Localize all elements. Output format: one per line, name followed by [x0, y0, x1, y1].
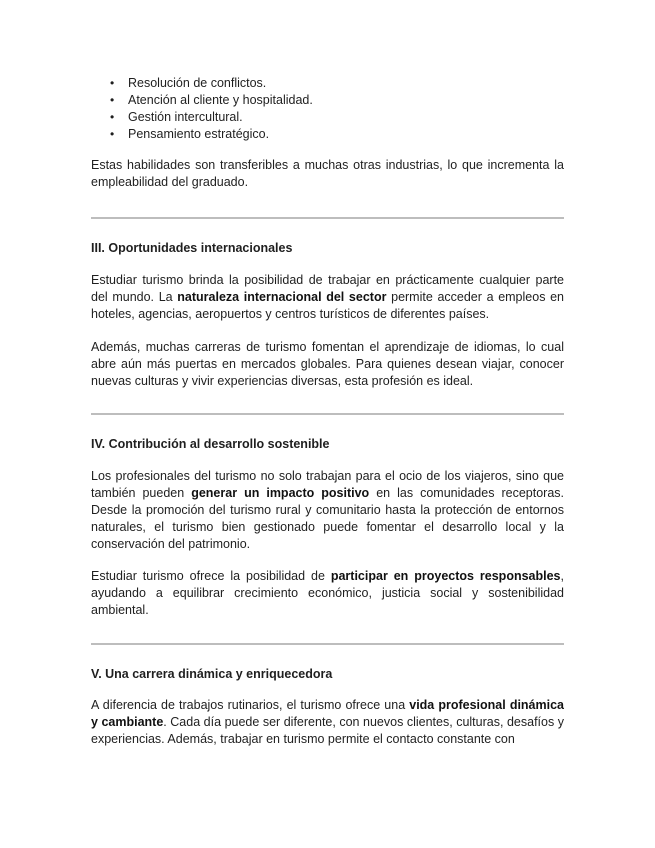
bold-text: vida profesional dinámica y cambiante [91, 698, 565, 729]
bullet-item: • Resolución de conflictos. [110, 75, 313, 92]
section-divider [91, 643, 564, 645]
section4-paragraph-1 [91, 468, 564, 553]
section-divider [91, 413, 564, 415]
text-run: Estudiar turismo ofrece la posibilidad de [91, 569, 331, 583]
section-heading-3: III. Oportunidades internacionales [91, 241, 293, 255]
bullet-item: • Pensamiento estratégico. [110, 126, 313, 143]
bold-text: participar en proyectos responsables [330, 569, 561, 583]
section4-paragraph-2 [91, 568, 564, 619]
section3-paragraph-2: Además, muchas carreras de turismo fomentan el aprendizaje de idiomas, lo cual abre aún más puertas en mercados globales. Para quienes desean viajar, conocer nuevas culturas y vivir experiencias diversas, esta profesión es ideal. [91, 340, 564, 388]
text-run: en las comunidades receptoras. Desde la promoción del turismo rural y comunitario hasta la protección de entornos naturales, el turismo bien gestionado puede fomentar el desarrollo local y la conservación del patrimonio. [91, 486, 564, 551]
bold-text: generar un impacto positivo [191, 486, 370, 500]
text-run: A diferencia de trabajos rutinarios, el turismo ofrece una [91, 698, 410, 712]
bullet-item: • Atención al cliente y hospitalidad. [110, 92, 313, 109]
bullet-item: • Gestión intercultural. [110, 109, 313, 126]
section-heading-4: IV. Contribución al desarrollo sostenible [91, 437, 330, 451]
section-heading-5: V. Una carrera dinámica y enriquecedora [91, 667, 333, 681]
text-run: Estudiar turismo brinda la posibilidad de trabajar en prácticamente cualquier parte del mundo. La [91, 273, 564, 304]
section5-paragraph-1 [91, 697, 564, 748]
intro-paragraph: Estas habilidades son transferibles a muchas otras industrias, lo que incrementa la empleabilidad del graduado. [91, 158, 564, 189]
section3-paragraph-1 [91, 272, 564, 323]
section-divider [91, 217, 564, 219]
text-run: Los profesionales del turismo no solo trabajan para el ocio de los viajeros, sino que también pueden [91, 469, 564, 500]
text-run: permite acceder a empleos en hoteles, agencias, aeropuertos y centros turísticos de diferentes países. [91, 290, 565, 321]
text-run: . Cada día puede ser diferente, con nuevos clientes, culturas, desafíos y experiencias. Además, trabajar en turismo permite el contacto constante con [91, 715, 564, 746]
skills-bullet-list [110, 75, 313, 143]
text-run: , ayudando a equilibrar crecimiento económico, justicia social y sostenibilidad ambiental. [91, 569, 564, 617]
bold-text: naturaleza internacional del sector [177, 290, 387, 304]
